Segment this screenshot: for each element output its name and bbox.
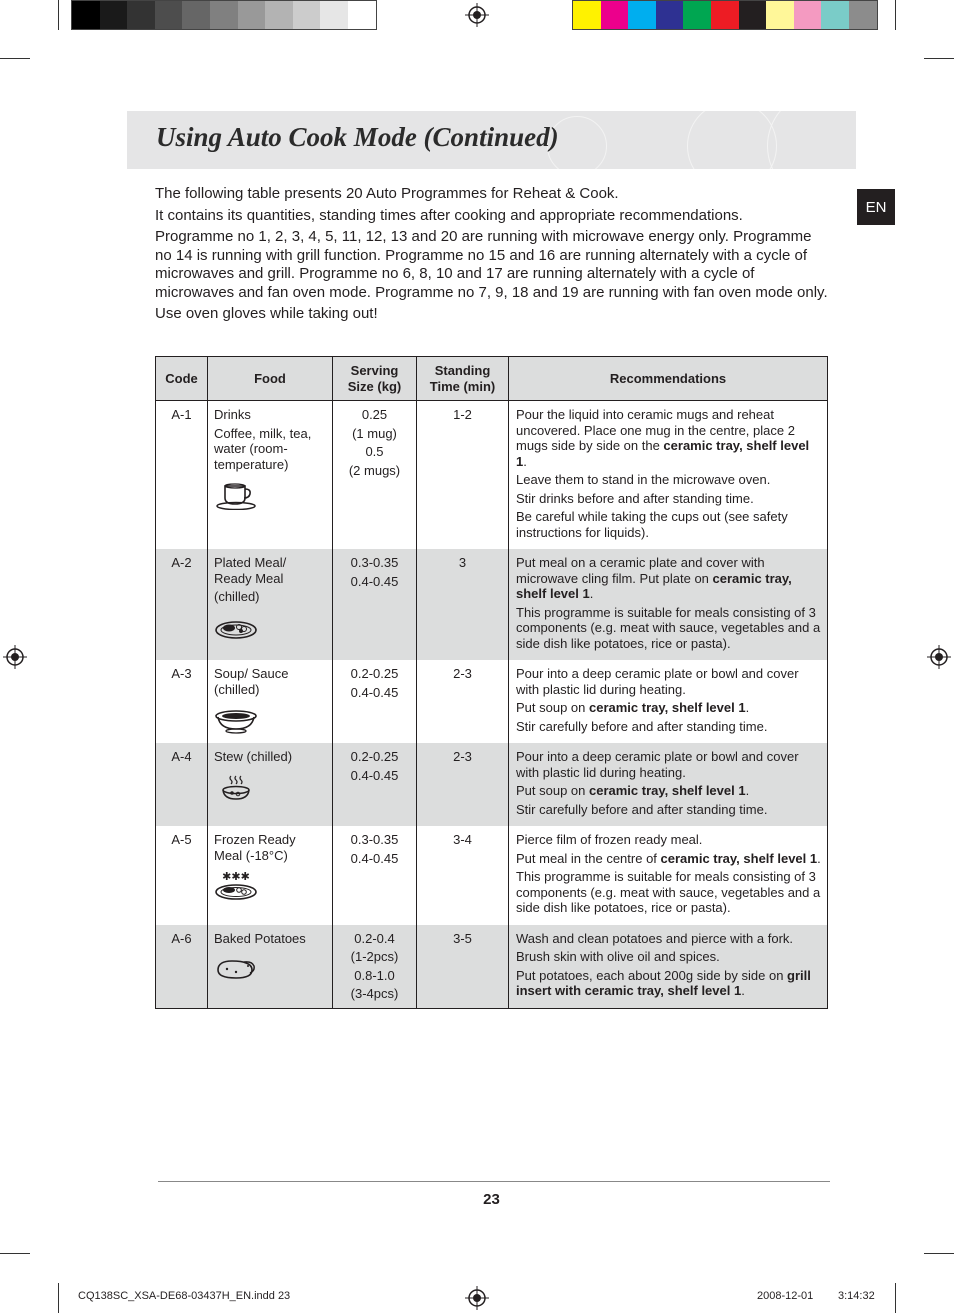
crop-mark [58, 0, 59, 30]
serving-size-value: (1-2pcs) [350, 949, 399, 964]
serving-size-value: 0.2-0.25 [350, 749, 399, 764]
color-swatch [711, 1, 739, 29]
row-standing-time: 3-4 [417, 826, 509, 925]
color-swatch [573, 1, 601, 29]
slug-filename: CQ138SC_XSA-DE68-03437H_EN.indd 23 [78, 1290, 291, 1302]
recommendation-text [516, 555, 821, 602]
row-code: A-6 [156, 925, 208, 1009]
footer-divider [158, 1181, 830, 1182]
row-code: A-1 [156, 401, 208, 550]
food-text: Soup/ Sauce (chilled) [214, 666, 289, 697]
column-header-code: Code [156, 357, 208, 401]
recommendation-text [516, 509, 821, 540]
recommendation-segment: . [745, 700, 750, 715]
serving-size-value: (2 mugs) [348, 462, 401, 478]
serving-size-value: 0.4-0.45 [350, 850, 399, 866]
serving-size-value: 0.3-0.35 [350, 555, 399, 570]
recommendation-text [516, 491, 821, 507]
row-standing-time: 2-3 [417, 660, 509, 743]
color-swatch [601, 1, 629, 29]
recommendation-text [516, 666, 821, 697]
recommendation-segment: Put soup on [516, 783, 589, 798]
serving-size-value: (3-4pcs) [350, 986, 399, 1001]
decorative-circle [687, 111, 777, 169]
recommendation-segment: . [817, 850, 821, 866]
crop-mark [924, 58, 954, 59]
recommendation-segment: Stir carefully before and after standing time. [516, 718, 768, 734]
recommendation-segment: Pour into a deep ceramic plate or bowl and cover with plastic lid during heating. [516, 666, 799, 697]
intro-paragraph: Programme no 1, 2, 3, 4, 5, 11, 12, 13 and 20 are running with microwave energy only. Programme no 14 is running with grill function. Programme no 15 and 16 are running alternately with a cycle of microwaves and grill. Programme no 6, 8, 10 and 17 are running alternately with a cycle of microwaves and fan oven mode. Programme no 7, 9, 18 and 19 are running with fan oven mode only. [155, 228, 828, 301]
recommendation-segment: Put meal in the centre of [516, 850, 661, 866]
process-color-bar [572, 0, 878, 30]
recommendation-text [516, 605, 821, 652]
recommendation-segment: . [589, 586, 594, 601]
registration-mark-icon [3, 645, 27, 669]
color-swatch [182, 1, 210, 29]
recommendation-emphasis: ceramic tray, shelf level 1 [516, 438, 810, 469]
language-tab: EN [857, 189, 895, 225]
color-swatch [238, 1, 266, 29]
crop-mark [0, 1253, 30, 1254]
recommendation-segment: . [745, 783, 750, 798]
table-row [156, 660, 828, 743]
table-header-row [156, 357, 828, 401]
row-recommendations [509, 549, 828, 660]
serving-size-value: 0.8-1.0 [354, 967, 395, 983]
decorative-circle [767, 111, 856, 169]
color-swatch [766, 1, 794, 29]
recommendation-segment: Wash and clean potatoes and pierce with a fork. [516, 930, 794, 946]
recommendation-segment: Be careful while taking the cups out (see safety instructions for liquids). [516, 509, 788, 540]
recommendation-segment: Stir carefully before and after standing time. [516, 801, 768, 817]
recommendation-text [516, 407, 821, 469]
row-recommendations [509, 743, 828, 826]
table-row [156, 401, 828, 550]
serving-size-value: 0.2-0.4 [354, 930, 395, 946]
row-code: A-4 [156, 743, 208, 826]
registration-mark-icon [927, 645, 951, 669]
page-number: 23 [483, 1191, 500, 1208]
potato-icon [214, 954, 258, 984]
row-serving-size [333, 660, 417, 743]
page-title: Using Auto Cook Mode (Continued) [156, 122, 559, 152]
recommendation-segment: Leave them to stand in the microwave oven. [516, 472, 771, 487]
recommendation-segment: . [741, 983, 745, 998]
row-serving-size [333, 826, 417, 925]
color-swatch [849, 1, 877, 29]
crop-mark [58, 1283, 59, 1313]
crop-mark [895, 0, 896, 30]
recommendation-segment: Put meal on a ceramic plate and cover with microwave cling film. Put plate on [516, 555, 765, 586]
coffee-cup-icon [214, 480, 258, 510]
recommendation-segment: This programme is suitable for meals consisting of 3 components (e.g. meat with sauce, vegetables and a side dish like potatoes, rice or pasta). [516, 869, 821, 915]
row-serving-size [333, 401, 417, 550]
food-text: Coffee, milk, tea, water (room-temperature) [214, 425, 312, 472]
recommendation-emphasis: ceramic tray, shelf level 1 [589, 783, 746, 798]
recommendation-text [516, 869, 821, 916]
food-text: Plated Meal/ Ready Meal [214, 555, 287, 586]
color-swatch [293, 1, 321, 29]
color-swatch [127, 1, 155, 29]
row-standing-time: 2-3 [417, 743, 509, 826]
row-standing-time: 1-2 [417, 401, 509, 550]
row-code: A-5 [156, 826, 208, 925]
color-swatch [265, 1, 293, 29]
serving-size-value: 0.2-0.25 [350, 666, 399, 681]
intro-text [155, 185, 830, 327]
serving-size-value: 0.4-0.45 [350, 573, 399, 589]
recommendation-text [516, 931, 821, 947]
plated-meal-icon [214, 613, 258, 643]
color-swatch [821, 1, 849, 29]
recommendation-emphasis: ceramic tray, shelf level 1 [516, 570, 792, 601]
color-swatch [628, 1, 656, 29]
stew-pot-icon [214, 773, 258, 803]
recommendation-text [516, 949, 821, 965]
slug-date: 2008-12-01 [757, 1290, 814, 1302]
table-row [156, 925, 828, 1009]
color-swatch [210, 1, 238, 29]
recommendation-text [516, 700, 821, 716]
row-food [208, 925, 333, 1009]
crop-mark [0, 58, 30, 59]
row-recommendations [509, 401, 828, 550]
serving-size-value: 0.3-0.35 [350, 832, 399, 847]
serving-size-value: 0.5 [365, 444, 384, 459]
column-header-recommendations: Recommendations [509, 357, 828, 401]
recommendation-segment: Pierce film of frozen ready meal. [516, 832, 703, 847]
recommendation-emphasis: ceramic tray, shelf level 1 [660, 850, 818, 866]
svg-text:✱✱✱: ✱✱✱ [222, 871, 250, 883]
color-swatch [794, 1, 822, 29]
color-swatch [739, 1, 767, 29]
slug-time: 3:14:32 [838, 1290, 875, 1302]
intro-paragraph: It contains its quantities, standing times after cooking and appropriate recommendations. [155, 206, 743, 224]
recommendation-text [516, 472, 821, 488]
grayscale-color-bar [71, 0, 377, 30]
registration-mark-icon [465, 3, 489, 27]
row-standing-time: 3-5 [417, 925, 509, 1009]
recommendation-segment: This programme is suitable for meals consisting of 3 components (e.g. meat with sauce, vegetables and a side dish like potatoes, rice or pasta). [516, 604, 821, 651]
crop-mark [924, 1253, 954, 1254]
frozen-meal-icon [214, 871, 258, 901]
color-swatch [348, 1, 376, 29]
intro-paragraph: The following table presents 20 Auto Programmes for Reheat & Cook. [155, 185, 619, 202]
color-swatch [683, 1, 711, 29]
row-code: A-2 [156, 549, 208, 660]
column-header-standing-time: Standing Time (min) [417, 357, 509, 401]
row-food [208, 401, 333, 550]
row-code: A-3 [156, 660, 208, 743]
soup-bowl-icon [214, 705, 258, 735]
recommendation-emphasis: ceramic tray, shelf level 1 [589, 700, 746, 715]
color-swatch [656, 1, 684, 29]
row-serving-size [333, 549, 417, 660]
food-text: Baked Potatoes [214, 930, 306, 946]
row-food [208, 743, 333, 826]
column-header-food: Food [208, 357, 333, 401]
row-food [208, 826, 333, 925]
recommendation-segment: Pour the liquid into ceramic mugs and reheat uncovered. Place one mug in the centre, place 2 mugs side by side on the [516, 407, 795, 453]
row-recommendations [509, 925, 828, 1009]
color-swatch [155, 1, 183, 29]
food-text: Frozen Ready Meal (-18°C) [214, 832, 296, 863]
recommendation-emphasis: grill insert with ceramic tray, shelf level 1 [516, 967, 811, 998]
row-serving-size [333, 925, 417, 1009]
food-text: Drinks [214, 407, 251, 422]
serving-size-value: 0.25 [361, 407, 388, 422]
serving-size-value: 0.4-0.45 [350, 684, 399, 700]
recommendation-segment: Put potatoes, each about 200g side by side on [516, 967, 788, 983]
recommendation-segment: . [523, 453, 527, 469]
column-header-serving-size: Serving Size (kg) [333, 357, 417, 401]
row-recommendations [509, 826, 828, 925]
food-text: Stew (chilled) [214, 749, 293, 764]
color-swatch [320, 1, 348, 29]
row-food [208, 660, 333, 743]
row-standing-time: 3 [417, 549, 509, 660]
serving-size-value: 0.4-0.45 [350, 767, 399, 783]
table-row [156, 826, 828, 925]
recommendation-segment: Brush skin with olive oil and spices. [516, 949, 720, 964]
registration-mark-icon [465, 1286, 489, 1310]
color-swatch [100, 1, 128, 29]
auto-cook-table [155, 356, 828, 1009]
recommendation-text [516, 749, 821, 780]
recommendation-segment: Put soup on [516, 700, 589, 715]
recommendation-segment: Stir drinks before and after standing time. [516, 490, 754, 506]
food-text: (chilled) [214, 589, 260, 604]
serving-size-value: (1 mug) [352, 425, 397, 441]
crop-mark [895, 1283, 896, 1313]
recommendation-text [516, 783, 821, 799]
table-row [156, 743, 828, 826]
row-recommendations [509, 660, 828, 743]
row-food [208, 549, 333, 660]
table-row [156, 549, 828, 660]
recommendation-segment: Pour into a deep ceramic plate or bowl and cover with plastic lid during heating. [516, 749, 799, 780]
recommendation-text [516, 802, 821, 818]
row-serving-size [333, 743, 417, 826]
recommendation-text [516, 851, 821, 867]
recommendation-text [516, 832, 821, 848]
intro-paragraph: Use oven gloves while taking out! [155, 305, 378, 322]
recommendation-text [516, 719, 821, 735]
recommendation-text [516, 968, 821, 999]
color-swatch [72, 1, 100, 29]
